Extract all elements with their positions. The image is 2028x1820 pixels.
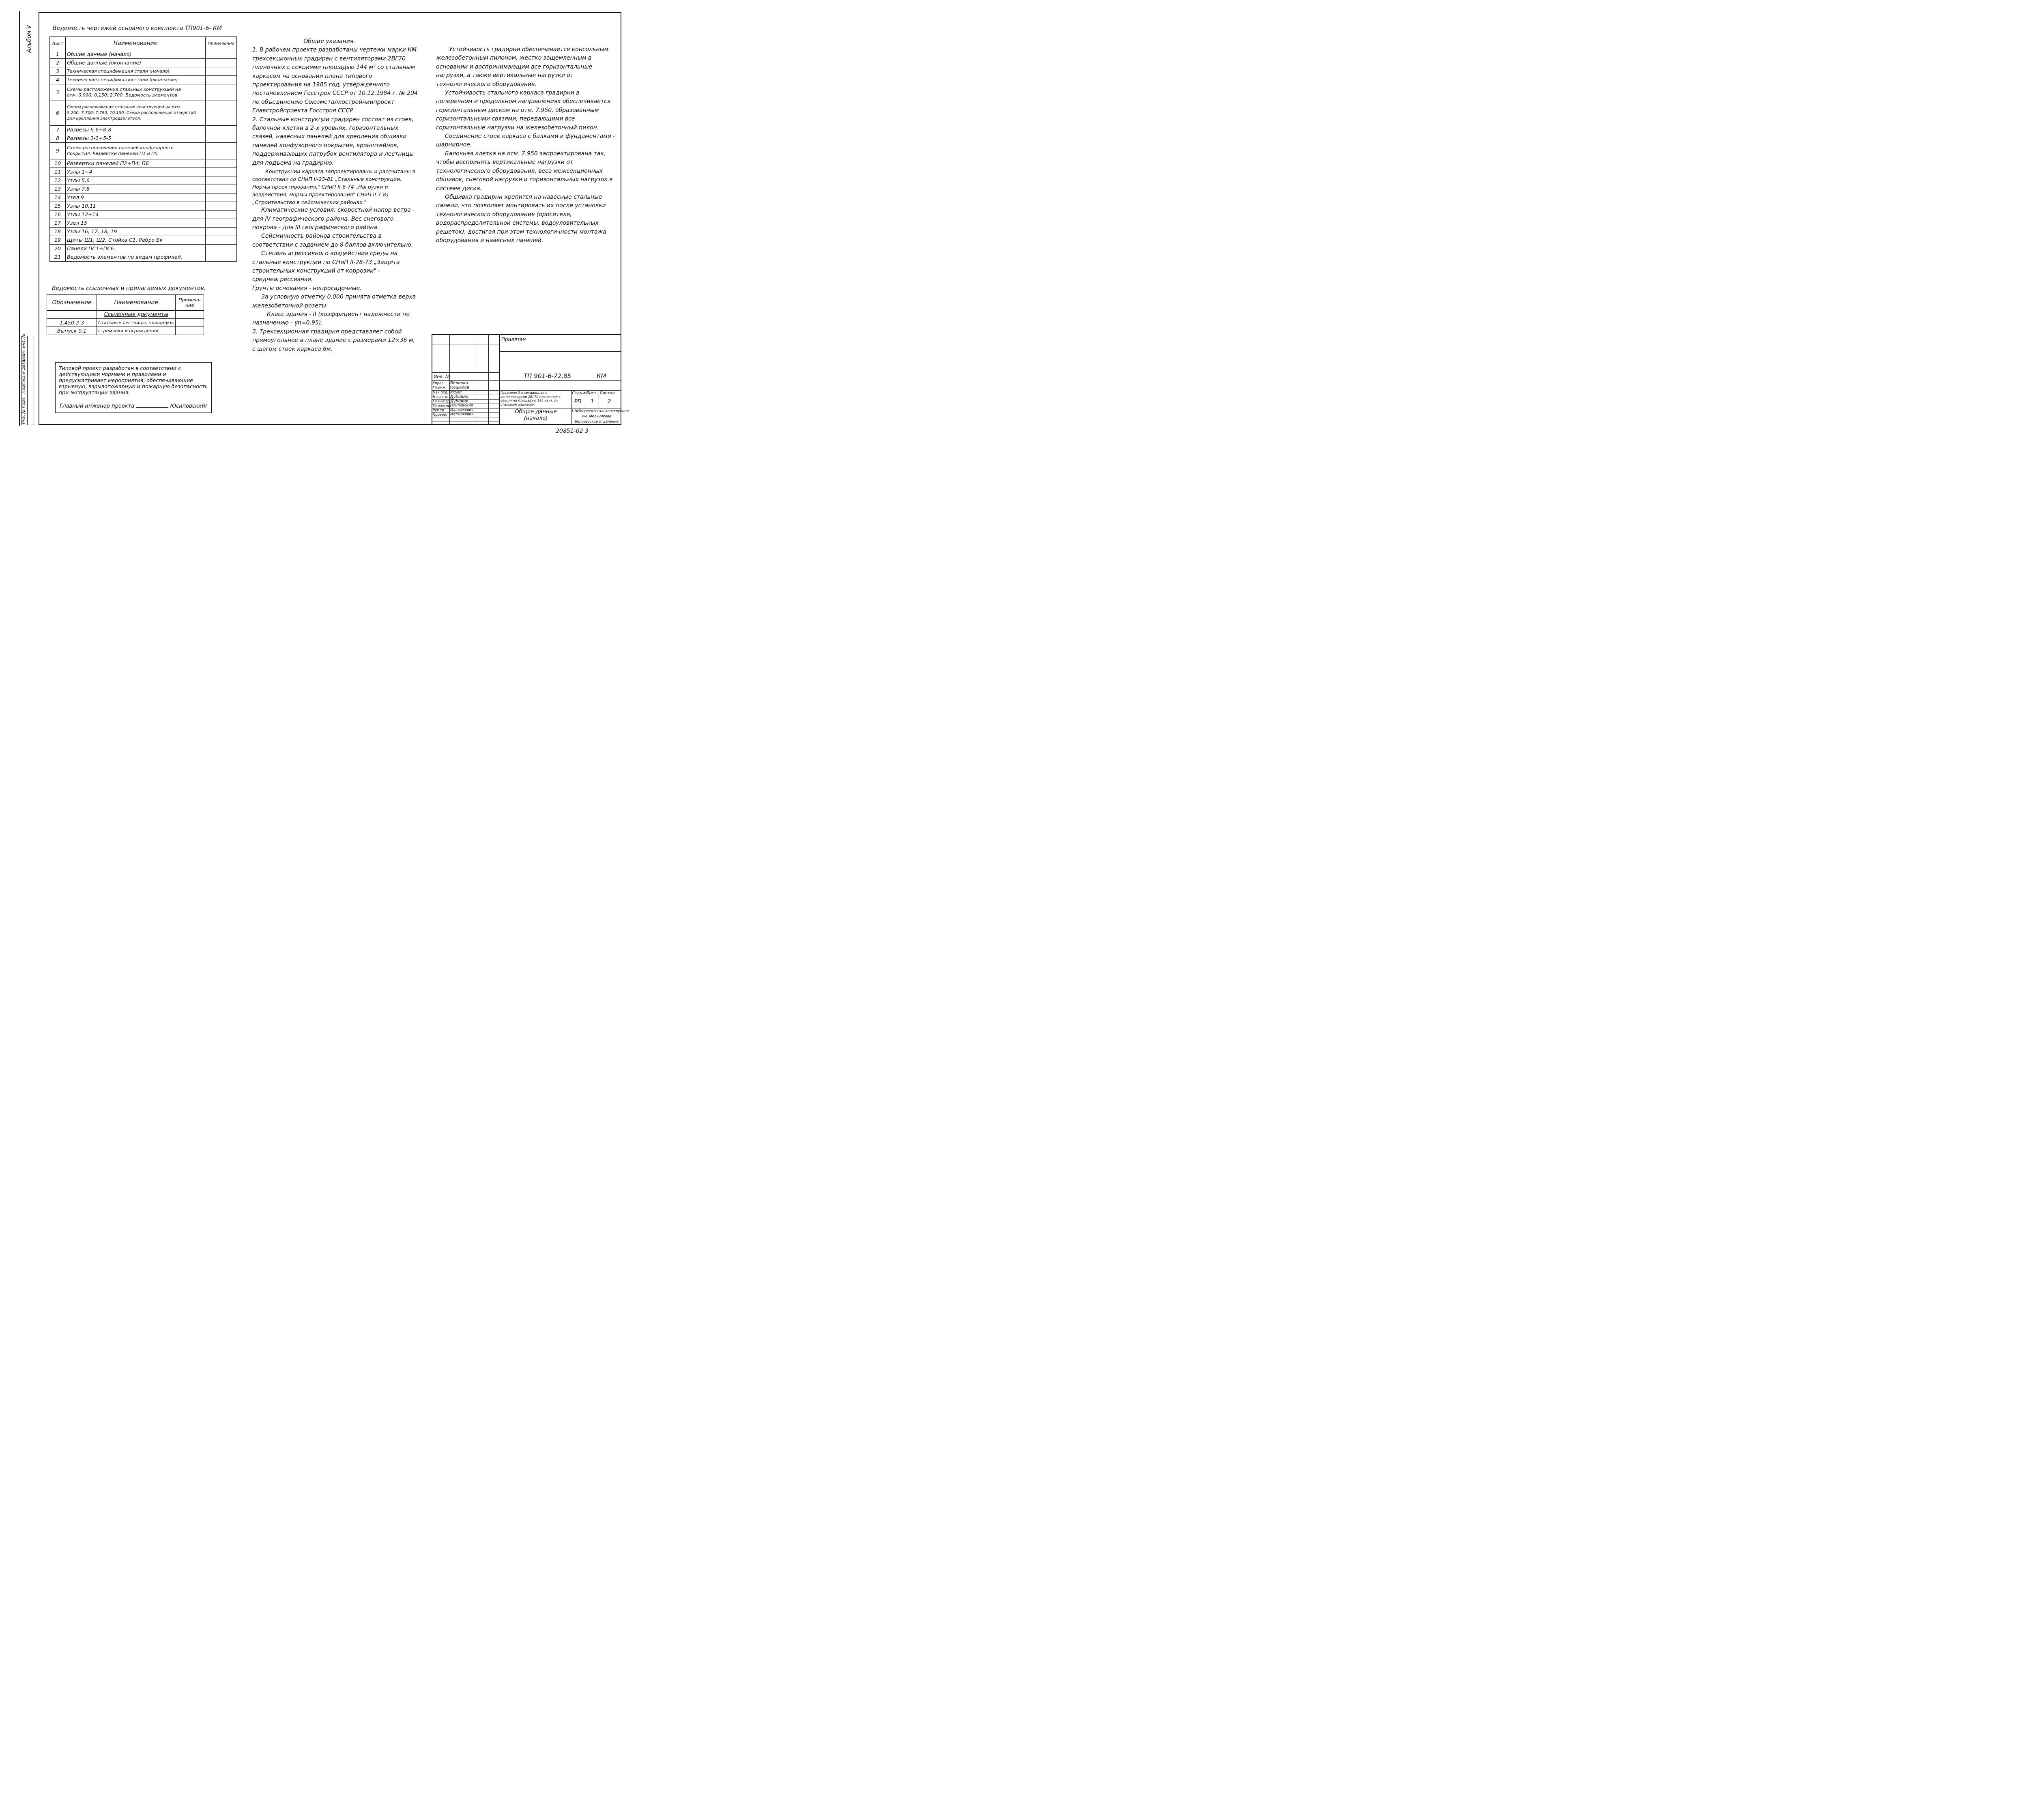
sheet-name: Узлы 12÷14 xyxy=(66,211,206,219)
section-label: Ссылочные документы xyxy=(97,311,176,319)
empty-cell xyxy=(176,319,204,327)
project-description: Градирня 3-х секционная с вентиляторами 2ВГ70 пленочная с секциями площадью 144 кв.м. со стальным каркасом. xyxy=(501,391,561,406)
references-title: Ведомость ссылочных и прилагаемых документов. xyxy=(52,285,206,292)
role-name: Величко xyxy=(450,381,468,385)
sheet-name: Узлы 10,11 xyxy=(66,202,206,211)
sheet-name: Развертки панелей П2÷П4; П6 xyxy=(66,159,206,168)
role-label: Нач.отд. xyxy=(433,391,449,395)
table-row xyxy=(50,185,237,193)
role-label: Гл.инж. xyxy=(433,386,447,390)
sheet-note xyxy=(206,176,237,185)
grid-line xyxy=(499,351,621,352)
inv-label: Инв. № xyxy=(434,374,450,379)
role-label: Гл.инж.пр. xyxy=(433,404,451,408)
header-code: Обозначение xyxy=(47,295,97,311)
sheet-name-line: для крепления электродвигателя. xyxy=(67,116,141,121)
sheet-name: Панели ПС1÷ПС6. xyxy=(66,245,206,253)
sheet-name: Техническая спецификация стали (окончание) xyxy=(66,76,206,84)
side-stamp-inv: Инв. № подл. xyxy=(21,396,26,424)
general-notes-title: Общие указания. xyxy=(303,38,355,45)
sheet-name xyxy=(66,101,206,126)
grid-line xyxy=(488,335,489,425)
sheet-num: 5 xyxy=(50,84,66,101)
sheet-name: Узлы 5,6 xyxy=(66,176,206,185)
table-row xyxy=(50,236,237,245)
sheet-num: 13 xyxy=(50,185,66,193)
note-paragraph: Грунты основания - непросадочные. xyxy=(252,285,362,292)
sheet-note xyxy=(206,67,237,76)
sheet-name: Узел 9 xyxy=(66,193,206,202)
drawings-table xyxy=(49,37,237,262)
empty-cell xyxy=(47,311,97,319)
sheet-num: 19 xyxy=(50,236,66,245)
sheet-note xyxy=(206,126,237,134)
sheet-num: 12 xyxy=(50,176,66,185)
table-row xyxy=(50,143,237,159)
role-name: Дубовик xyxy=(450,399,468,404)
signature-name: /Осиповский/ xyxy=(170,403,207,409)
sheet-name-line: покрытия. Развертки панелей П1 и П5 xyxy=(67,151,158,156)
note-paragraph: Устойчивость градирни обеспечивается консольным железобетонным пилоном, жестко защемленным в основании и воспринимающим все горизонтальные нагрузки, а также вертикальные нагрузки от технологического оборудования. xyxy=(436,46,609,88)
sheet-note xyxy=(206,134,237,143)
signature-line xyxy=(60,403,207,409)
grid-line xyxy=(499,335,500,425)
role-name: Кошелев xyxy=(450,385,469,390)
sheet-num: 4 xyxy=(50,76,66,84)
sheet-name: Узлы 1÷4 xyxy=(66,168,206,176)
table-row xyxy=(50,228,237,236)
table-row xyxy=(50,59,237,67)
sheet-num: 18 xyxy=(50,228,66,236)
sheet-note xyxy=(206,168,237,176)
table-row xyxy=(50,176,237,185)
sheet-name xyxy=(66,143,206,159)
sheet-num: 14 xyxy=(50,193,66,202)
drawings-list-title: Ведомость чертежей основного комплекта ТП901-6- КМ xyxy=(53,25,222,32)
header-name: Наименование xyxy=(97,295,176,311)
table-row xyxy=(50,211,237,219)
organization: ЦНИИпроектстальконструкция им. Мельникова Белорусское отделение xyxy=(572,409,629,424)
sheet-name xyxy=(66,84,206,101)
header-sheet: Лист xyxy=(50,37,66,50)
table-row xyxy=(50,101,237,126)
sheet-name: Разрезы 6-6÷8-8 xyxy=(66,126,206,134)
empty-cell xyxy=(176,311,204,319)
sheet-name-line: Схемы расположения стальных конструкций на отм. xyxy=(67,105,181,110)
sheet-note xyxy=(206,193,237,202)
ref-code: Выпуск 0.1 xyxy=(47,327,97,335)
general-notes xyxy=(252,37,419,354)
table-row xyxy=(50,168,237,176)
note-paragraph: 2. Стальные конструкции градирен состоят из стоек, балочной клетки в 2-х уровнях, горизонтальных связей, навесных панелей для крепления обшивки панелей конфузорного покрытия, кронштейнов, поддерживающих патрубок вентилятора и лестницы для подъема на градирню. xyxy=(252,116,414,166)
table-header-row xyxy=(47,295,204,311)
note-paragraph: Конструкции каркаса запроектированы и рассчитаны в соответствии со СНиП II-23-81 „Стальные конструкции. Нормы проектирования." СНиП II-6-74 „Нагрузки и воздействия. Нормы проектирования" СНиП II-7-81 „Строительство в сейсмических районах." xyxy=(252,168,415,206)
role-label: Н.контр. xyxy=(433,395,449,399)
role-name: Осиповский xyxy=(450,404,473,408)
sheet-note xyxy=(206,50,237,59)
header-name: Наименование xyxy=(66,37,206,50)
sheet-num: 11 xyxy=(50,168,66,176)
note-paragraph: Устойчивость стального каркаса градирни в поперечном и продольном направлениях обеспечивается горизонтальным диском на отм. 7.950, образованным горизонтальными связями, передающими все горизонтальные нагрузки на железобетонный пилон. xyxy=(436,90,611,131)
sheet-note xyxy=(206,236,237,245)
sheet-note xyxy=(206,185,237,193)
stage-header: Стадия xyxy=(572,391,588,395)
compliance-note xyxy=(55,362,212,413)
sheet-note xyxy=(206,211,237,219)
role-name: Меме xyxy=(450,390,462,395)
sheets-header: Листов xyxy=(599,391,615,395)
sheet-header: Лист xyxy=(586,391,597,395)
sheet-num: 17 xyxy=(50,219,66,228)
note-paragraph: 3. Трехсекционная градирня представляет собой прямоугольное в плане здание с размерами 12×36 м, с шагом стоек каркаса 6м. xyxy=(252,328,415,352)
role-label: Управ. xyxy=(433,381,445,385)
sheet-name: Общие данные (начало) xyxy=(66,50,206,59)
sheet-name-line: Схемы расположения стальных конструкций на xyxy=(67,87,181,92)
sheet-num: 15 xyxy=(50,202,66,211)
sheet-num: 7 xyxy=(50,126,66,134)
sheet-note xyxy=(206,219,237,228)
table-row xyxy=(50,159,237,168)
sheet-note xyxy=(206,159,237,168)
sheet-num: 21 xyxy=(50,253,66,262)
sheet-name: Узлы 7,8 xyxy=(66,185,206,193)
note-paragraph: Балочная клетка на отм. 7.950 запроектирована так, чтобы воспринять вертикальные нагрузки от технологического оборудования, веса межсекционных обшивок, снеговой нагрузки и горизонтальных нагрузок в системе диска. xyxy=(436,150,613,192)
sheet-note xyxy=(206,101,237,126)
sheet-note xyxy=(206,84,237,101)
title-block xyxy=(432,334,629,425)
role-label: Гл.констр. xyxy=(433,400,451,403)
sheet-num: 8 xyxy=(50,134,66,143)
side-stamp-sign: Подпись и дата xyxy=(21,360,26,393)
sheet-name: Техническая спецификация стали (начало). xyxy=(66,67,206,76)
signature-mark xyxy=(136,407,168,408)
table-row xyxy=(50,67,237,76)
sheet-num: 9 xyxy=(50,143,66,159)
role-label: Провер. xyxy=(433,413,447,417)
sheet-num: 20 xyxy=(50,245,66,253)
sheet-note xyxy=(206,228,237,236)
header-note: Примеча-ние xyxy=(176,295,204,311)
sheet-num: 3 xyxy=(50,67,66,76)
table-row xyxy=(50,50,237,59)
references-table xyxy=(47,294,204,335)
table-row xyxy=(47,319,204,327)
table-row xyxy=(50,126,237,134)
sheet-note xyxy=(206,59,237,67)
side-stamp-replace: Взам. инв. № xyxy=(21,333,26,361)
project-mark: КМ xyxy=(597,372,606,380)
sheet-title: Общие данные (начало) xyxy=(515,409,557,421)
sheet-note xyxy=(206,202,237,211)
grid-line xyxy=(432,372,499,373)
table-row xyxy=(50,193,237,202)
bound-label: Привязан xyxy=(501,337,526,342)
table-row xyxy=(50,219,237,228)
table-row xyxy=(50,253,237,262)
ref-name: Стальные лестницы, площадки, xyxy=(97,319,176,327)
role-name: Малашкевич xyxy=(450,413,473,417)
header-note: Примечание xyxy=(206,37,237,50)
role-name: Малашкевич xyxy=(450,408,473,412)
note-paragraph: Сейсмичность районов строительства в соответствии с заданием до 8 баллов включительно. xyxy=(252,233,413,248)
table-row xyxy=(50,76,237,84)
sheet-num: 6 xyxy=(50,101,66,126)
note-paragraph: 1. В рабочем проекте разработаны чертежи марки КМ трехсекционных градирен с вентиляторами 2ВГ70 пленочных с секциями площадью 144 м² со стальным каркасом на основании плана типового проектирования на 1985 год, утвержденного постановлением Госстроя СССР от 10.12.1984 г. № 204 по объединению Союзметаллостройниипроект Главстройпроекта Госстроя СССР. xyxy=(252,47,418,114)
sheet-name-line: отм. 0.000; 0.150; 2.700. Ведомость элементов xyxy=(67,92,178,98)
compliance-text: Типовой проект разработан в соответствии с действующими нормами и правилами и предусматривает мероприятия, обеспечивающие взрывную, взрывопожарную и пожарную безопасность при эксплуатации здания. xyxy=(59,365,208,395)
note-paragraph: Соединение стоек каркаса с балками и фундаментами - шарнирное. xyxy=(436,133,615,148)
table-row xyxy=(47,327,204,335)
note-paragraph: Обшивка градирни крепится на навесные стальные панели, что позволяет монтировать их после установки технологического оборудования (оросителя, водораспределительной системы, водоуловительных решеток), достигая при этом технологичности монтажа оборудования и навесных панелей. xyxy=(436,193,606,244)
sheet-num: 2 xyxy=(50,59,66,67)
role-name: Дубовик xyxy=(450,395,468,399)
sheet-value: 1 xyxy=(591,399,594,405)
binding-line xyxy=(19,11,20,426)
sheet-name: Разрезы 1-1÷5-5 xyxy=(66,134,206,143)
sheet-name: Общие данные (окончание) xyxy=(66,59,206,67)
table-row xyxy=(47,311,204,319)
signature-label: Главный инженер проекта xyxy=(60,403,135,409)
side-stamp-values xyxy=(28,336,34,425)
note-paragraph: Климатические условия: скоростной напор ветра - для IV географического района. Вес снегового покрова - для III географического района. xyxy=(252,207,415,231)
ref-name: стремянки и ограждения xyxy=(97,327,176,335)
sheet-note xyxy=(206,253,237,262)
sheet-note xyxy=(206,143,237,159)
table-row xyxy=(50,245,237,253)
table-row xyxy=(50,84,237,101)
sheet-note xyxy=(206,245,237,253)
document-number: 20851-02 3 xyxy=(556,428,589,434)
album-label: Альбом V xyxy=(26,25,32,53)
stability-notes xyxy=(436,45,617,245)
sheet-name: Ведомость элементов по видам профилей. xyxy=(66,253,206,262)
table-header-row xyxy=(50,37,237,50)
project-code: ТП 901-6-72.85 xyxy=(524,372,571,380)
sheet-name-line: Схема расположения панелей конфузорного xyxy=(67,145,174,150)
sheet-note xyxy=(206,76,237,84)
note-paragraph: Степень агрессивного воздействия среды на стальные конструкции по СНиП II-28-73 „Защита строительных конструкций от коррозии" - среднеагрессивная. xyxy=(252,250,400,283)
role-label: Рук.гр. xyxy=(433,408,445,413)
sheet-num: 10 xyxy=(50,159,66,168)
sheet-name: Узлы 16, 17, 18, 19 xyxy=(66,228,206,236)
sheet-name: Щиты Щ1, Щ2. Стойка С1. Ребро Бк xyxy=(66,236,206,245)
table-row xyxy=(50,134,237,143)
sheets-value: 2 xyxy=(608,399,611,405)
table-row xyxy=(50,202,237,211)
stage-value: РП xyxy=(574,399,582,405)
note-paragraph: За условную отметку 0.000 принята отметка верха железобетонной розеты. xyxy=(252,294,416,309)
note-paragraph: Класс здания - II (коэффициент надежности по назначению - γn=0.95). xyxy=(252,311,410,327)
sheet-name: Узел 15 xyxy=(66,219,206,228)
sheet-name-line: 5.200; 7.700; 7.790; 10.150. Схема расположения отверстий xyxy=(67,111,196,115)
sheet-num: 1 xyxy=(50,50,66,59)
sheet-num: 16 xyxy=(50,211,66,219)
ref-code: 1.450.3-3 xyxy=(47,319,97,327)
empty-cell xyxy=(176,327,204,335)
